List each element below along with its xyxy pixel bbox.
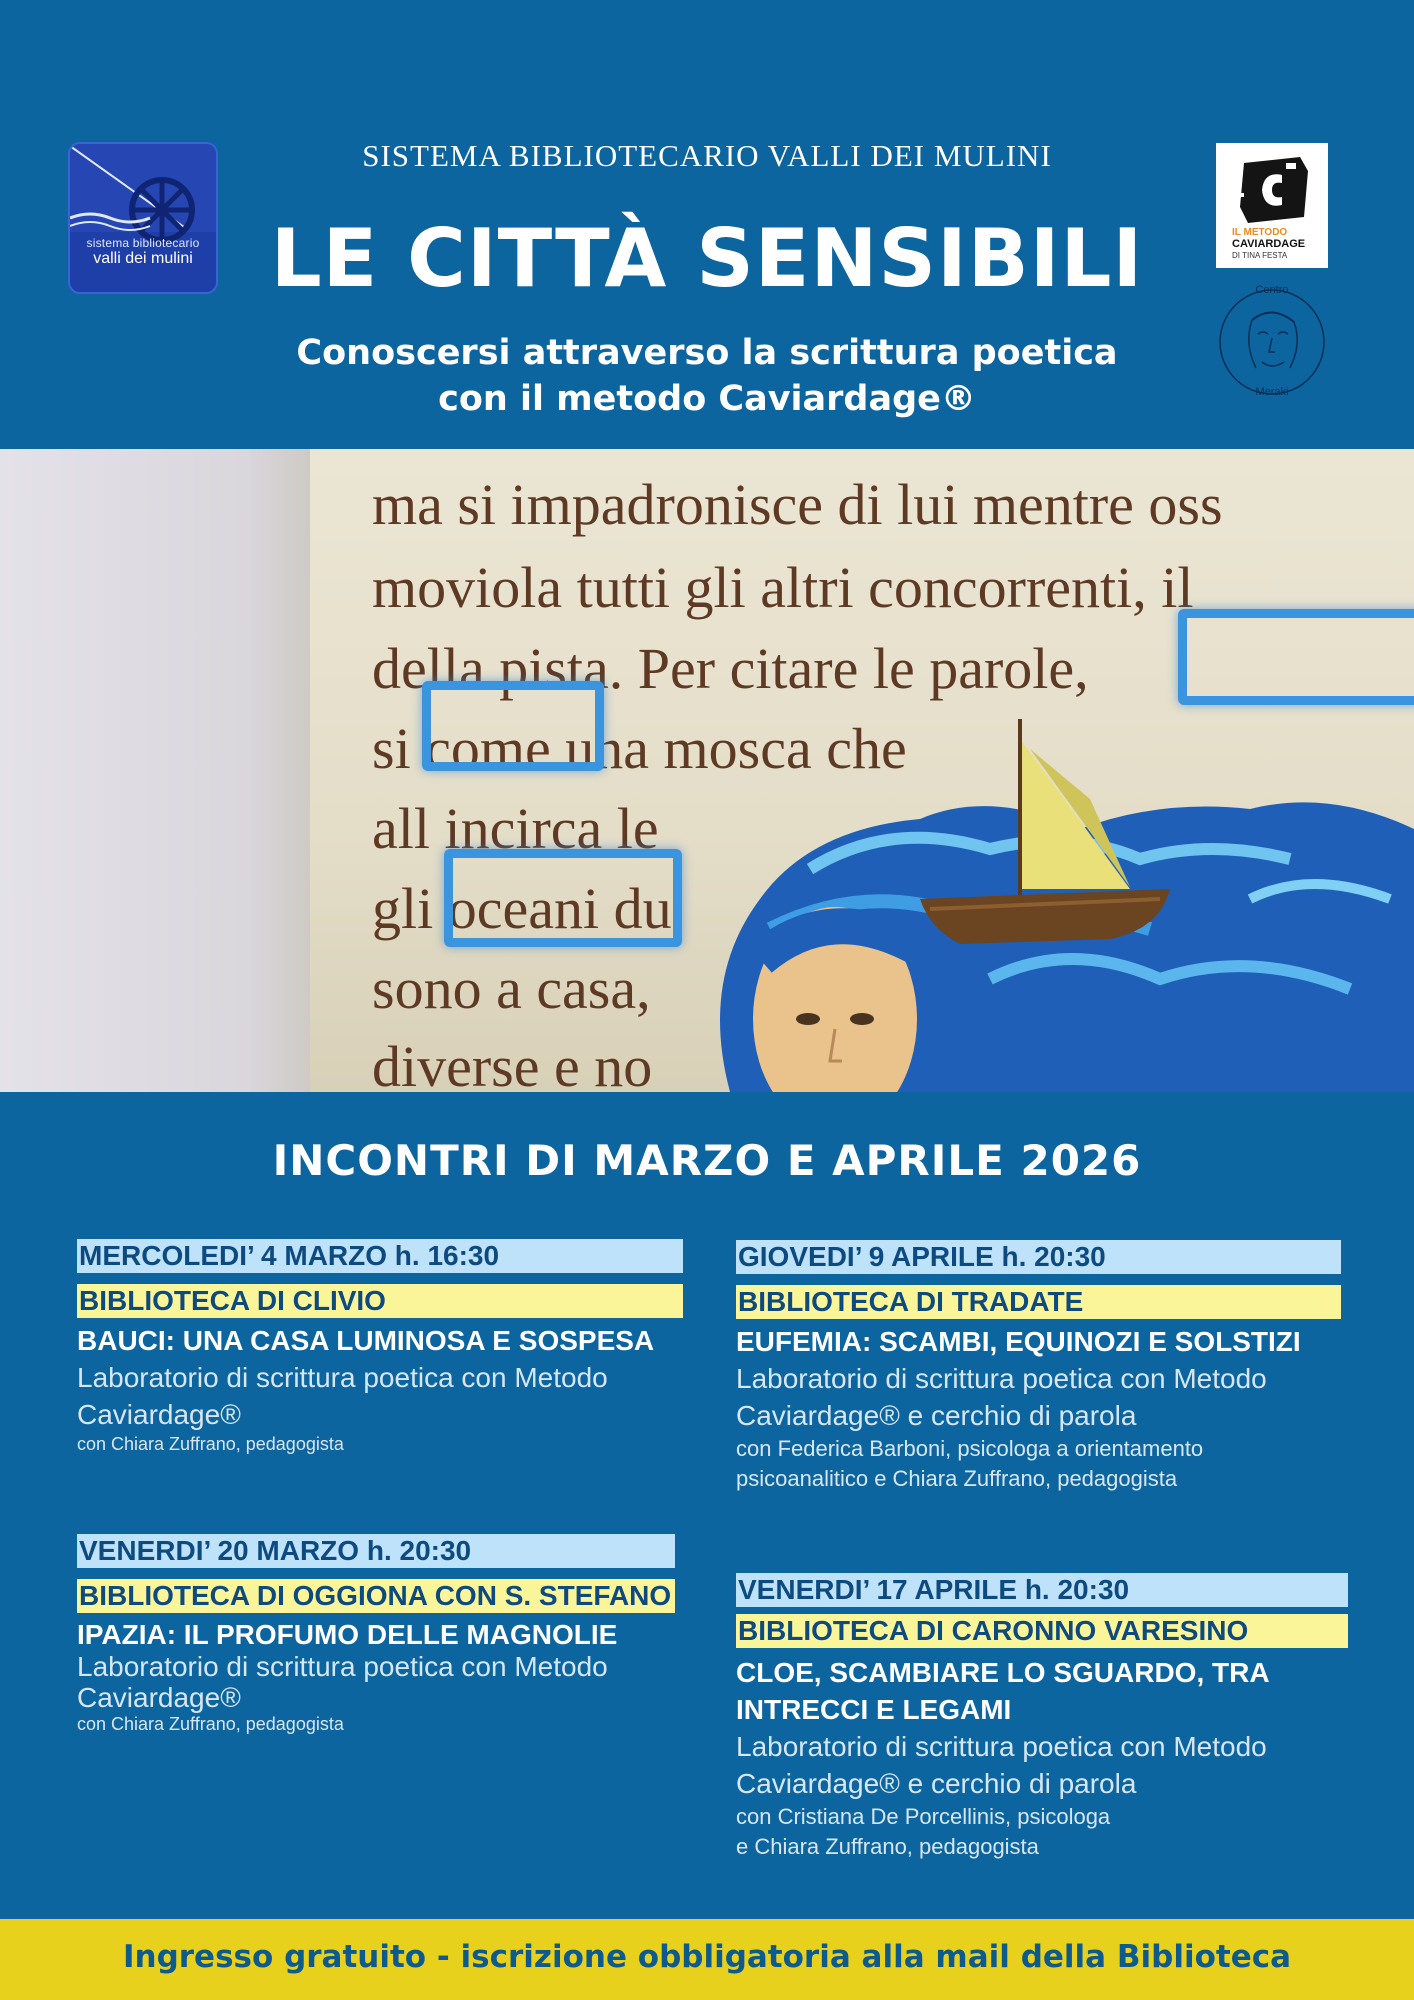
event-description: Laboratorio di scrittura poetica con Metodo Caviardage®: [77, 1362, 608, 1430]
caviardage-line1: IL METODO: [1232, 227, 1288, 238]
book-text-line: diverse e no: [372, 1034, 653, 1092]
caviardage-logo: [1216, 143, 1328, 268]
event-speakers: con Chiara Zuffrano, pedagogista: [77, 1714, 344, 1734]
logo-left-line2: valli dei mulini: [93, 250, 193, 267]
event-venue: BIBLIOTECA DI TRADATE: [736, 1285, 1341, 1319]
event-speakers: con Chiara Zuffrano, pedagogista: [77, 1434, 344, 1454]
event-date: VENERDI’ 17 APRILE h. 20:30: [736, 1573, 1348, 1607]
event-date: GIOVEDI’ 9 APRILE h. 20:30: [736, 1240, 1341, 1274]
event-card: [77, 1239, 683, 1455]
event-card: [736, 1573, 1348, 1862]
caviardage-line2: CAVIARDAGE: [1232, 238, 1306, 250]
page-title: LE CITTÀ SENSIBILI: [270, 212, 1144, 305]
event-speakers-line-2: e Chiara Zuffrano, pedagogista: [736, 1834, 1039, 1859]
caviardage-line3: DI TINA FESTA: [1232, 251, 1288, 260]
logo-left-line1: sistema bibliotecario: [86, 236, 200, 250]
event-card: [77, 1534, 675, 1735]
event-title: BAUCI: UNA CASA LUMINOSA E SOSPESA: [77, 1325, 655, 1356]
book-text-line: moviola tutti gli altri concorrenti, il: [372, 555, 1194, 620]
event-description: Laboratorio di scrittura poetica con Metodo Caviardage® e cerchio di parola: [736, 1363, 1267, 1431]
book-text-line: ma si impadronisce di lui mentre oss: [372, 472, 1223, 537]
footer-bar: [0, 1919, 1414, 2000]
footer-text: Ingresso gratuito - iscrizione obbligatoria alla mail della Biblioteca: [122, 1939, 1292, 1975]
book-text-line: sono a casa,: [372, 956, 651, 1021]
event-venue: BIBLIOTECA DI OGGIONA CON S. STEFANO: [77, 1579, 675, 1613]
event-description: Laboratorio di scrittura poetica con Metodo Caviardage® e cerchio di parola: [736, 1731, 1267, 1799]
event-title: EUFEMIA: SCAMBI, EQUINOZI E SOLSTIZI: [736, 1326, 1301, 1357]
meraki-top-word: Centro: [1255, 284, 1289, 296]
mill-wheel-icon: [70, 144, 216, 292]
organization-name: SISTEMA BIBLIOTECARIO VALLI DEI MULINI: [362, 138, 1052, 173]
library-system-logo: [68, 142, 218, 294]
caviardage-c-icon: [1230, 153, 1314, 227]
highlight-box-come: [422, 681, 604, 771]
book-text-line: gli oceani du: [372, 876, 672, 941]
event-speakers: con Federica Barboni, psicologa a orientamento psicoanalitico e Chiara Zuffrano, pedagogista: [736, 1436, 1204, 1491]
page-subtitle: [250, 330, 1164, 422]
highlight-box-oceani: [444, 849, 682, 947]
event-venue: BIBLIOTECA DI CARONNO VARESINO: [736, 1614, 1348, 1648]
hero-artwork: [0, 449, 1414, 1092]
event-date: VENERDI’ 20 MARZO h. 20:30: [77, 1534, 675, 1568]
events-heading: INCONTRI DI MARZO E APRILE 2026: [272, 1136, 1142, 1185]
paper-edge: [0, 449, 310, 1092]
book-text-line: della pista. Per citare le parole,: [372, 636, 1089, 701]
event-card: [736, 1240, 1341, 1494]
meraki-logo: [1214, 282, 1330, 402]
event-description: Laboratorio di scrittura poetica con Metodo Caviardage®: [77, 1651, 608, 1713]
event-speakers-line-1: con Cristiana De Porcellinis, psicologa: [736, 1804, 1111, 1829]
face-circle-icon: [1214, 282, 1330, 402]
subtitle-line-2: con il metodo Caviardage®: [438, 379, 976, 419]
event-venue: BIBLIOTECA DI CLIVIO: [77, 1284, 683, 1318]
meraki-bottom-word: Meraki: [1255, 386, 1289, 398]
event-title: CLOE, SCAMBIARE LO SGUARDO, TRA INTRECCI E LEGAMI: [736, 1657, 1269, 1725]
event-date: MERCOLEDI’ 4 MARZO h. 16:30: [77, 1239, 683, 1273]
book-text-line: si come una mosca che: [372, 716, 907, 781]
subtitle-line-1: Conoscersi attraverso la scrittura poetica: [296, 333, 1118, 373]
book-text-line: all incirca le: [372, 796, 659, 861]
event-title: IPAZIA: IL PROFUMO DELLE MAGNOLIE: [77, 1619, 618, 1650]
woman-with-wave-hair-illustration: [690, 599, 1414, 1092]
